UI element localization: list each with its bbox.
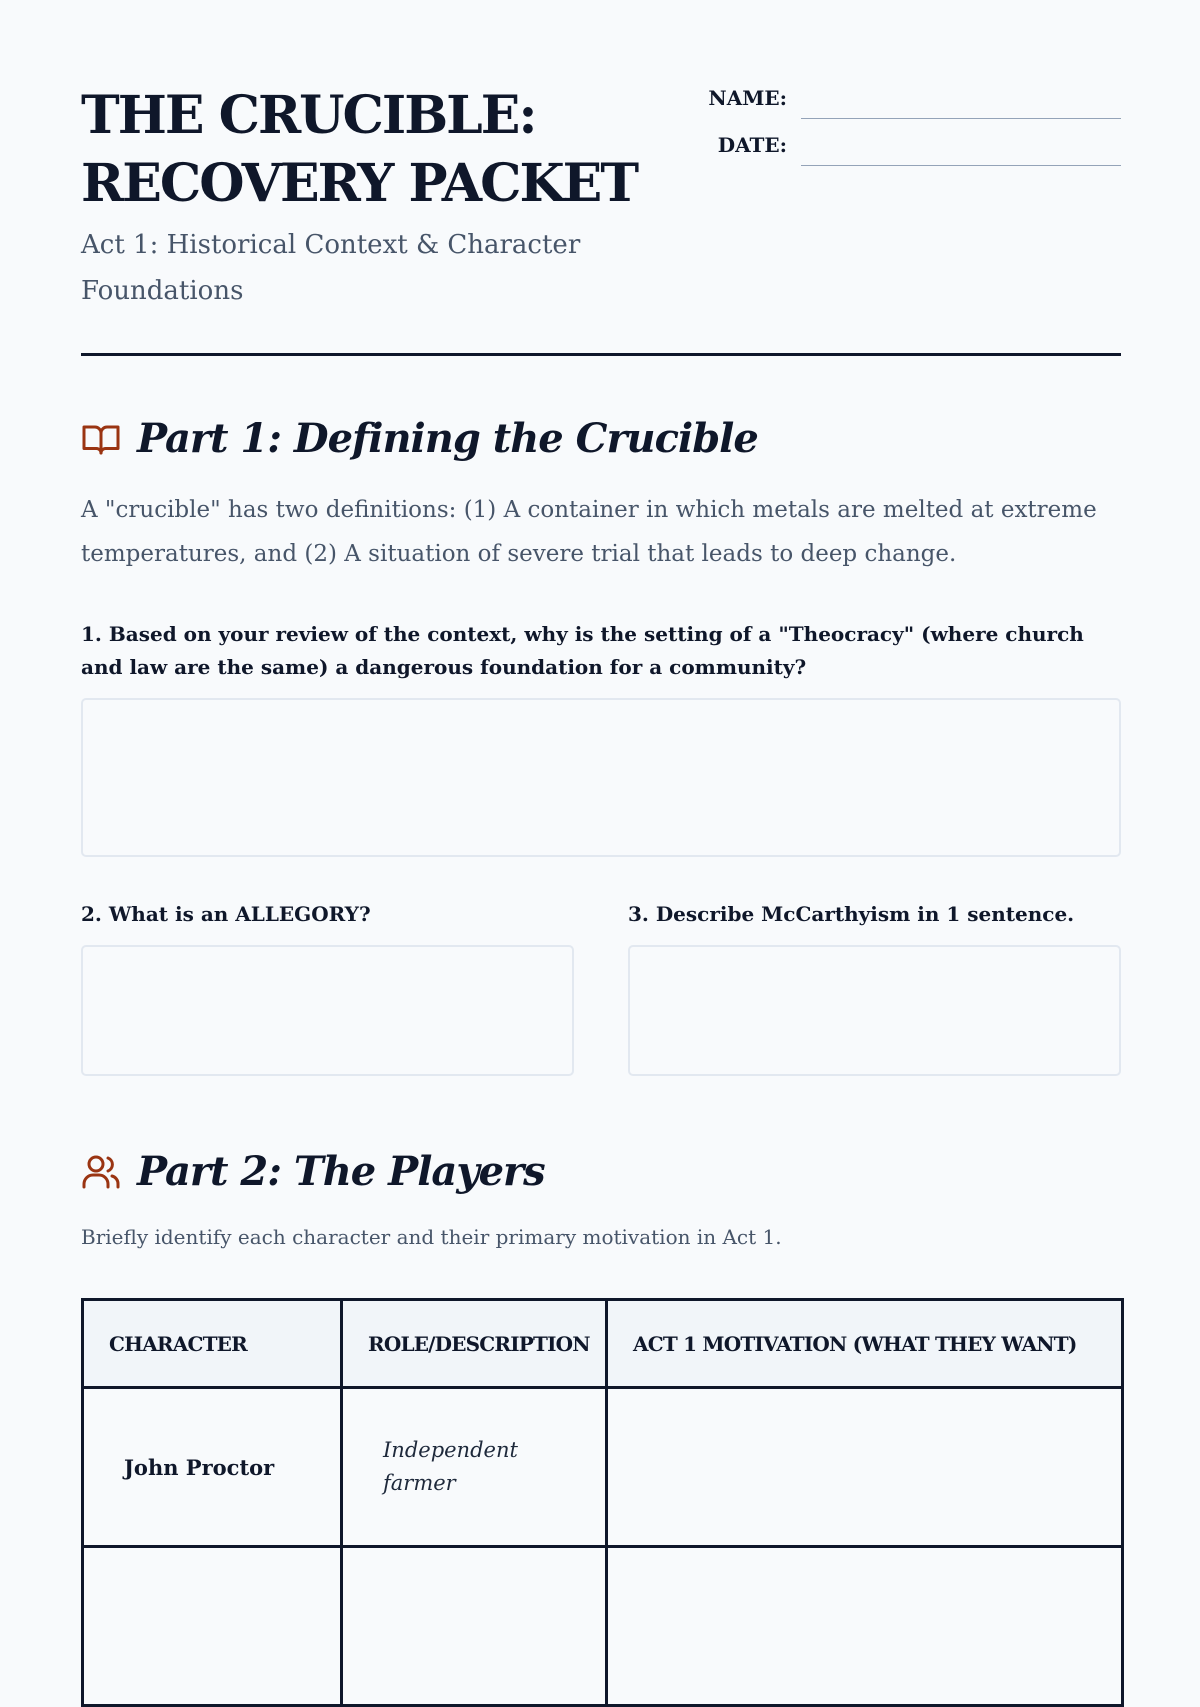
name-field[interactable] [801, 118, 1121, 119]
question-3-prompt: 3. Describe McCarthyism in 1 sentence. [628, 902, 1075, 926]
question-3-answer-box[interactable] [628, 945, 1121, 1076]
column-header-character: CHARACTER [83, 1300, 342, 1388]
open-book-icon [81, 419, 121, 459]
header-divider [81, 353, 1121, 356]
crucible-definition: A "crucible" has two definitions: (1) A container in which metals are melted at extreme temperatures, and (2) A situation of severe trial that leads to deep change. [81, 497, 1097, 567]
question-2-answer-box[interactable] [81, 945, 574, 1076]
character-name-cell: John Proctor [83, 1388, 342, 1547]
part1-title: Part 1: Defining the Crucible [137, 415, 758, 462]
column-header-role: ROLE/DESCRIPTION [342, 1300, 607, 1388]
motivation-answer-cell[interactable] [607, 1547, 1123, 1706]
title-line-1: THE CRUCIBLE: [81, 85, 536, 146]
date-label: DATE: [717, 133, 787, 157]
name-label: NAME: [708, 86, 787, 110]
users-icon [81, 1152, 121, 1192]
part2-instructions: Briefly identify each character and their primary motivation in Act 1. [81, 1225, 782, 1249]
question-1-prompt: 1. Based on your review of the context, why is the setting of a "Theocracy" (where church and law are the same) a dangerous foundation for a community? [81, 622, 1084, 679]
table-row [83, 1547, 1123, 1706]
role-description-cell[interactable] [342, 1547, 607, 1706]
part2-title: Part 2: The Players [137, 1148, 545, 1195]
table-header-row [83, 1300, 1123, 1388]
worksheet-title [81, 82, 681, 218]
date-field[interactable] [801, 165, 1121, 166]
question-1-answer-box[interactable] [81, 698, 1121, 857]
worksheet-subtitle: Act 1: Historical Context & Character Foundations [81, 230, 581, 306]
title-line-2: RECOVERY PACKET [81, 153, 638, 214]
role-description-cell: Independent farmer [342, 1388, 607, 1547]
question-2-prompt: 2. What is an ALLEGORY? [81, 902, 371, 926]
column-header-motivation: ACT 1 MOTIVATION (WHAT THEY WANT) [607, 1300, 1123, 1388]
character-name-cell[interactable] [83, 1547, 342, 1706]
table-row [83, 1388, 1123, 1547]
players-table [81, 1298, 1124, 1707]
motivation-answer-cell[interactable] [607, 1388, 1123, 1547]
